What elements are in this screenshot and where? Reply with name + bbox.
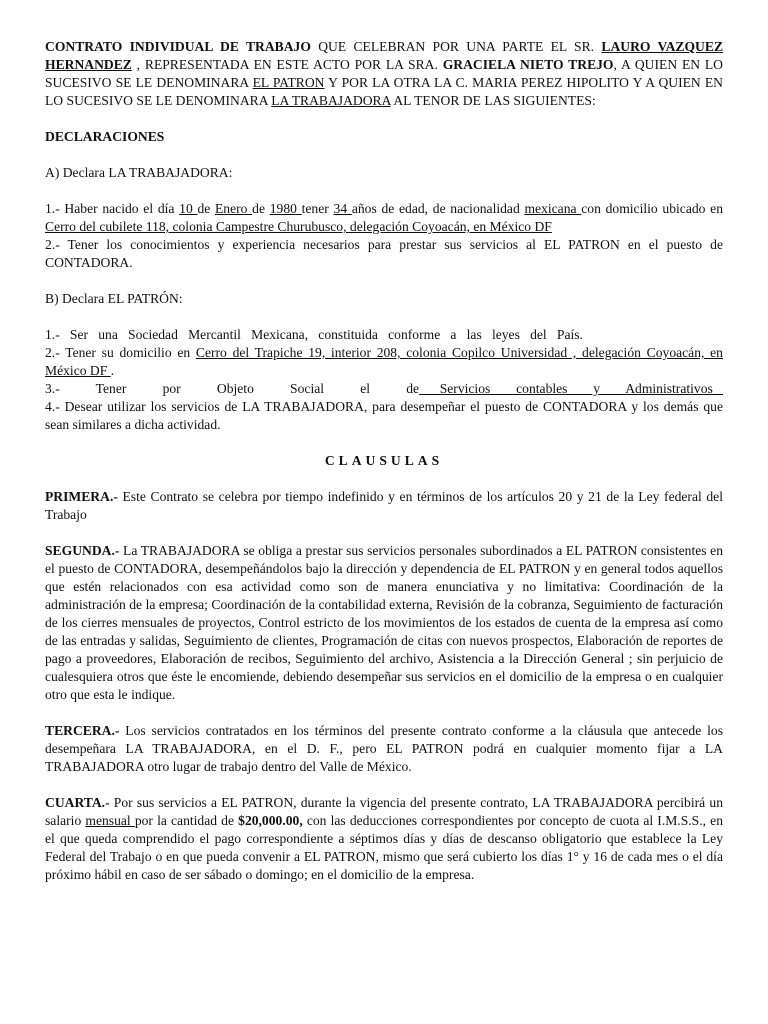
decl-b-item-3 bbox=[45, 380, 723, 398]
intro-text: , REPRESENTADA EN ESTE ACTO POR LA SRA. bbox=[131, 57, 443, 72]
clause-text: La TRABAJADORA se obliga a prestar sus servicios personales subordinados a EL PATRON consistentes en el puesto de CONTADORA, desempeñándolos bajo la dirección y dependencia de EL PATRON y en general todos aquellos que estén relacionados con esa actividad como son de manera enunciativa y no limitativa: Coordinación de la administración de la empresa; Coordinación de la contabilidad externa, Revisión de la cobranza, Seguimiento de facturación de los cierres mensuales de proyectos, Control estricto de los movimientos de los estados de cuenta de la empresa así como de las entradas y salidas, Seguimiento de clientes, Programación de citas con nuevos prospectos, Elaboración de reportes de pago a proveedores, Elaboración de recibos, Seguimiento del archivo, Asistencia a la Dirección General ; sin perjuicio de cualesquiera otros que éste le encomiende, debiendo desempeñar sus servicios en el domicilio de la empresa o en cualquier otro que esta le indique. bbox=[45, 543, 723, 702]
clause-text: Este Contrato se celebra por tiempo indefinido y en términos de los artículos 20 y 21 de la Ley federal del Trabajo bbox=[45, 489, 723, 522]
decl-b-item-4: 4.- Desear utilizar los servicios de LA TRABAJADORA, para desempeñar el puesto de CONTADORA y los demás que sean similares a dicha actividad. bbox=[45, 399, 723, 432]
representative-name: GRACIELA NIETO TREJO bbox=[442, 57, 614, 72]
salary-amount: $20,000.00, bbox=[238, 813, 303, 828]
clause-segunda bbox=[45, 542, 723, 704]
clause-label: TERCERA.- bbox=[45, 723, 120, 738]
employer-name: LAURO VAZQUEZ HERNANDEZ bbox=[45, 39, 724, 72]
declaraciones-heading: DECLARACIONES bbox=[45, 129, 165, 144]
decl-a-item-2: 2.- Tener los conocimientos y experiencia necesarios para prestar sus servicios al EL PATRON en el puesto de CONTADORA. bbox=[45, 237, 723, 270]
employee-address: Cerro del cubilete 118, colonia Campestre Churubusco, delegación Coyoacán, en México DF bbox=[45, 219, 552, 234]
text: de bbox=[252, 201, 270, 216]
contract-title: CONTRATO INDIVIDUAL DE TRABAJO bbox=[45, 39, 311, 54]
employer-address: Cerro del Trapiche 19, interior 208, colonia Copilco Universidad , delegación Coyoacán, en México DF bbox=[45, 345, 723, 378]
employee-alias: LA TRABAJADORA bbox=[271, 93, 391, 108]
text: de bbox=[197, 201, 215, 216]
clause-label: CUARTA.- bbox=[45, 795, 110, 810]
text: 1.- Haber nacido el día bbox=[45, 201, 180, 216]
clause-label: PRIMERA.- bbox=[45, 489, 118, 504]
decl-a-heading: A) Declara LA TRABAJADORA: bbox=[45, 165, 233, 180]
intro-text: AL TENOR DE LAS SIGUIENTES: bbox=[390, 93, 596, 108]
social-object: Servicios contables y Administrativos bbox=[419, 381, 723, 396]
text: 3.- Tener por Objeto Social el de bbox=[45, 381, 420, 396]
intro-text: Y POR LA OTRA LA C. MARIA PEREZ HIPOLITO Y A QUIEN EN LO SUCESIVO SE LE DENOMINARA bbox=[45, 75, 724, 108]
text: . bbox=[110, 363, 115, 378]
clause-text: Los servicios contratados en los términos del presente contrato conforme a la cláusula que antecede los desempeñara LA TRABAJADORA, en el D. F., pero EL PATRON podrá en cualquier momento fijar a LA TRABAJADORA otro lugar de trabajo dentro del Valle de México. bbox=[45, 723, 723, 774]
salary-period: mensual bbox=[85, 813, 135, 828]
clause-text: por la cantidad de bbox=[134, 813, 239, 828]
decl-b-item-2 bbox=[45, 344, 723, 380]
document-page bbox=[45, 38, 723, 884]
clause-cuarta bbox=[45, 794, 723, 884]
decl-b-item-1: 1.- Ser una Sociedad Mercantil Mexicana, constituida conforme a las leyes del País. bbox=[45, 327, 583, 342]
decl-a-item-1 bbox=[45, 200, 723, 236]
birth-day: 10 bbox=[179, 201, 198, 216]
employer-alias: EL PATRON bbox=[252, 75, 325, 90]
clause-text: Por sus servicios a EL PATRON, durante la vigencia del presente contrato, LA TRABAJADORA percibirá un salario bbox=[45, 795, 723, 828]
clause-label: SEGUNDA.- bbox=[45, 543, 120, 558]
intro-text: QUE CELEBRAN POR UNA PARTE EL SR. bbox=[310, 39, 602, 54]
text: años de edad, de nacionalidad bbox=[351, 201, 525, 216]
text: tener bbox=[301, 201, 334, 216]
text: 2.- Tener su domicilio en bbox=[45, 345, 196, 360]
clause-primera bbox=[45, 488, 723, 524]
contract-intro bbox=[45, 38, 723, 110]
nationality: mexicana bbox=[524, 201, 582, 216]
age: 34 bbox=[333, 201, 352, 216]
clause-text: con las deducciones correspondientes por concepto de cuota al I.M.S.S., en el que queda comprendido el pago correspondiente a séptimos días y días de descanso obligatorio que establece la Ley Federal del Trabajo o en que pueda convenir a EL PATRON, mismo que será cubierto los días 1° y 16 de cada mes o el día próximo hábil en caso de ser sábado o domingo; en el domicilio de la empresa. bbox=[45, 813, 723, 882]
text: con domicilio ubicado en bbox=[581, 201, 723, 216]
birth-year: 1980 bbox=[269, 201, 302, 216]
clause-tercera bbox=[45, 722, 723, 776]
decl-b-heading: B) Declara EL PATRÓN: bbox=[45, 291, 183, 306]
intro-text: , A QUIEN EN LO SUCESIVO SE LE DENOMINARA bbox=[45, 57, 723, 90]
birth-month: Enero bbox=[215, 201, 253, 216]
clausulas-heading: CLAUSULAS bbox=[324, 453, 444, 468]
